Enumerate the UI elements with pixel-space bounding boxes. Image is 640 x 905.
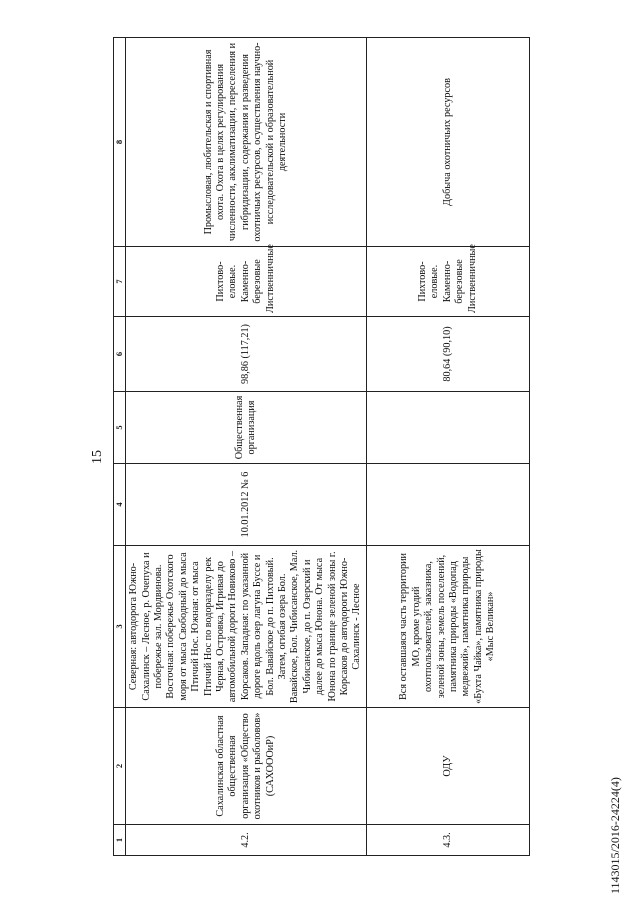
activity-types: Добыча охотничьих ресурсов — [367, 38, 530, 247]
agreement-date — [367, 464, 530, 546]
column-number-row — [114, 38, 126, 856]
forest-types: Пихтово-еловые. Каменно-березовые Лиственничные — [126, 247, 367, 317]
column-number: 6 — [114, 317, 126, 392]
table-row — [126, 38, 367, 856]
hunting-user-name: ОДУ — [367, 708, 530, 825]
hunting-grounds-table — [113, 37, 530, 856]
document-code: 1143015/2016-24224(4) — [608, 777, 622, 894]
table-row — [367, 38, 530, 856]
column-number: 4 — [114, 464, 126, 546]
forest-types: Пихтово-еловые. Каменно-березовые Лиственничные — [367, 247, 530, 317]
column-number: 2 — [114, 708, 126, 825]
row-number: 4.2. — [126, 825, 367, 856]
ground-boundaries: Северная: автодорога Южно-Сахалинск – Лесное, р. Очепуха и побережье зал. Мордвинова. Восточная: побережье Охотского моря от мыса Свободный до мыса Птичий Нос. Южная: от мыса Птичий Нос по водоразделу рек Черная, Островка, Игривая до автомобильной дороги Новиково – Корсаков. Западная: по указанной дороге вдоль озер лагуна Буссе и Бол. Вавайское до п. Пихтовый. Затем, огибая озера Бол. Вавайское, Бол. Чибисанское, Мал. Чибисанское, до п. Озерский и далее до мыса Юнона. От мыса Юнона по границе зеленой зоны г. Корсаков до автодороги Южно-Сахалинск - Лесное — [126, 546, 367, 708]
page-number: 15 — [90, 450, 105, 464]
column-number: 8 — [114, 38, 126, 247]
organization-form: Общественная организация — [126, 392, 367, 464]
ground-boundaries: Вся оставшаяся часть территории МО, кроме угодий охотпользователей, заказника, зеленой зоны, земель поселений, памятника природы «Водопад медвежий», памятника природы «Бухта Чайка», памятника природы «Мыс Великан» — [367, 546, 530, 708]
activity-types: Промысловая, любительская и спортивная охота. Охота в целях регулирования численности, акклиматизации, переселения и гибридизации, содержания и разведения охотничьих ресурсов, осуществления научно-исследовательской и образовательной деятельности — [126, 38, 367, 247]
hunting-user-name: Сахалинская областная общественная организация «Общество охотников и рыболовов» (САХОООиР) — [126, 708, 367, 825]
column-number: 7 — [114, 247, 126, 317]
column-number: 1 — [114, 825, 126, 856]
row-number: 4.3. — [367, 825, 530, 856]
agreement-date: 10.01.2012 № 6 — [126, 464, 367, 546]
column-number: 5 — [114, 392, 126, 464]
column-number: 3 — [114, 546, 126, 708]
organization-form — [367, 392, 530, 464]
area-value: 80,64 (90,10) — [367, 317, 530, 392]
area-value: 98,86 (117,21) — [126, 317, 367, 392]
